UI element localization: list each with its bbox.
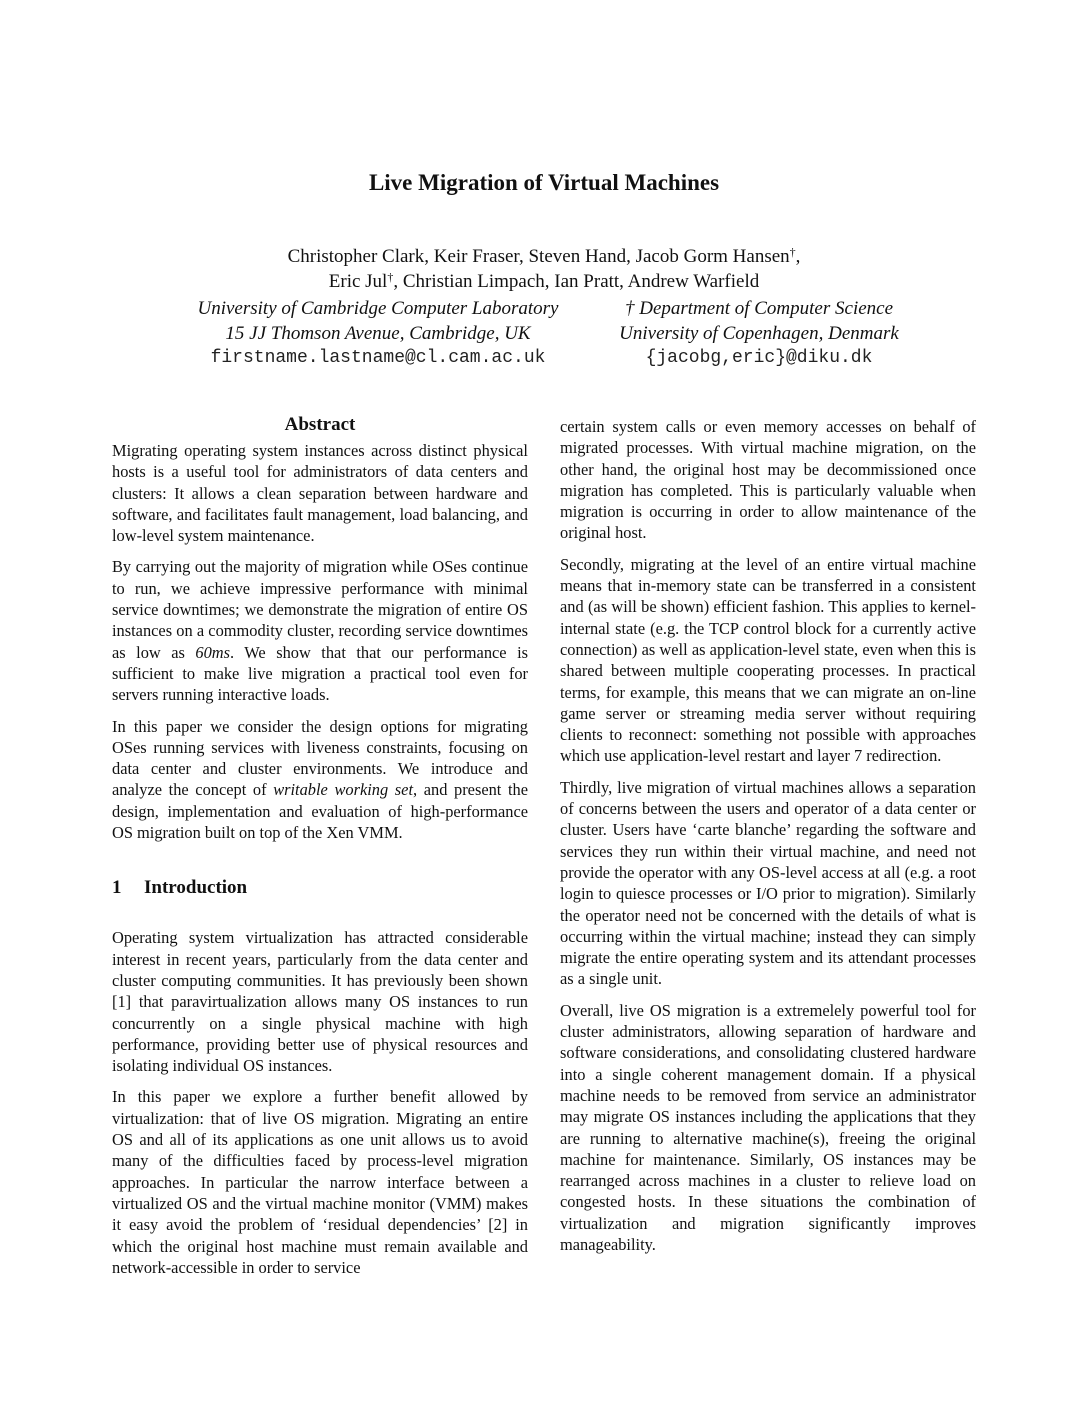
emphasized-term: writable working set — [273, 780, 414, 800]
contact-email: firstname.lastname@cl.cam.ac.uk — [210, 348, 546, 368]
abstract-paragraph — [112, 556, 528, 705]
abstract-heading: Abstract — [284, 414, 356, 435]
authors-comma: , — [795, 246, 801, 267]
paper-title: Live Migration of Virtual Machines — [368, 170, 720, 195]
text-run: In this paper we consider the design options for migrating OSes running services with liveness constraints, focusing on data center and cluster environments. We introduce and analyze the concept of — [112, 716, 528, 800]
authors-text-1: Christopher Clark, Keir Fraser, Steven Hand, Jacob Gorm Hansen — [287, 246, 790, 267]
abstract-paragraph: Migrating operating system instances across distinct physical hosts is a useful tool for administrators of data centers and clusters: It allows a clean separation between hardware and software, and facilitates fault management, load balancing, and low-level system maintenance. — [112, 441, 528, 546]
math-value: 60ms — [195, 642, 230, 662]
section-heading-introduction — [112, 877, 528, 899]
affiliation-mark: † — [387, 270, 394, 284]
section-number: 1 — [112, 877, 122, 899]
contact-email: {jacobg,eric}@diku.dk — [645, 348, 873, 368]
authors-text-2a: Eric Jul — [328, 271, 388, 292]
body-paragraph: Thirdly, live migration of virtual machines allows a separation of concerns between the users and operator of a data center or cluster. Users have ‘carte blanche’ regarding the software and services they run within their virtual machine, and need not provide the operator with any OS-level access at all (e.g. a root login to quiesce processes or I/O prior to migration). Similarly the operator need not be concerned with the details of what is occurring within the virtual machine; instead they can simply migrate the entire operating system and its attendant processes as a single unit. — [560, 777, 976, 989]
affiliation-mark: † — [789, 245, 796, 259]
affiliation-cambridge — [160, 296, 596, 371]
institution-address: 15 JJ Thomson Avenue, Cambridge, UK — [225, 323, 531, 344]
left-column — [112, 414, 528, 1288]
body-paragraph: Secondly, migrating at the level of an entire virtual machine means that in-memory state can be transferred in a consistent and (as will be shown) efficient fashion. This applies to kernel-internal state (e.g. the TCP control block for a currently active connection) as well as application-level state, even when this is shared between multiple cooperating processes. In practical terms, for example, this means that we can migrate an on-line game server or streaming media server without requiring clients to reconnect: something not possible with approaches which use application-level restart and layer 7 redirection. — [560, 554, 976, 766]
affiliation-copenhagen — [598, 296, 920, 371]
author-line-2 — [0, 269, 1088, 294]
institution-name: † Department of Computer Science — [624, 298, 894, 319]
section-title: Introduction — [144, 877, 248, 899]
right-column — [560, 416, 976, 1265]
text-run: , and present the design, implementation and evaluation of high-performance OS migration built on top of the Xen VMM. — [112, 780, 529, 843]
institution-name: University of Cambridge Computer Laboratory — [197, 298, 559, 319]
body-paragraph: Overall, live OS migration is a extremelely powerful tool for cluster administrators, allowing separation of hardware and software considerations, and consolidating clustered hardware into a single coherent management domain. If a physical machine needs to be removed from service an administrator may migrate OS instances including the applications that they are running to alternative machine(s), freeing the original machine for maintenance. Similarly, OS instances may be rearranged across machines in a cluster to relieve load on congested hosts. In these situations the combination of virtualization and migration significantly improves manageability. — [560, 1000, 976, 1254]
author-line-1 — [0, 244, 1088, 269]
text-run: . We show that that our performance is sufficient to make live migration a practical tool even for servers running interactive loads. — [112, 642, 528, 705]
body-paragraph: In this paper we explore a further benefit allowed by virtualization: that of live OS migration. Migrating an entire OS and all of its applications as one unit allows us to avoid many of the difficulties faced by process-level migration approaches. In particular the narrow interface between a virtualized OS and the virtual machine monitor (VMM) makes it easy avoid the problem of ‘residual dependencies’ [2] in which the original host machine must remain available and network-accessible in order to service — [112, 1087, 528, 1277]
authors-text-2b: , Christian Limpach, Ian Pratt, Andrew Warfield — [393, 271, 760, 292]
body-paragraph: Operating system virtualization has attracted considerable interest in recent years, particularly from the data center and cluster computing communities. It has previously been shown [1] that paravirtualization allows many OS instances to run concurrently on a single physical machine with high performance, providing better use of physical resources and isolating individual OS instances. — [112, 928, 528, 1076]
text-run: By carrying out the majority of migration while OSes continue to run, we achieve impressive performance with minimal service downtimes; we demonstrate the migration of entire OS instances on a commodity cluster, recording service downtimes as low as — [112, 557, 528, 662]
abstract-paragraph — [112, 716, 528, 844]
body-paragraph: certain system calls or even memory accesses on behalf of migrated processes. With virtual machine migration, on the other hand, the original host may be decommissioned once migration has completed. This is particularly valuable when migration is occurring in order to allow maintenance of the original host. — [560, 417, 976, 543]
institution-address: University of Copenhagen, Denmark — [619, 323, 899, 344]
author-list — [0, 244, 1088, 294]
